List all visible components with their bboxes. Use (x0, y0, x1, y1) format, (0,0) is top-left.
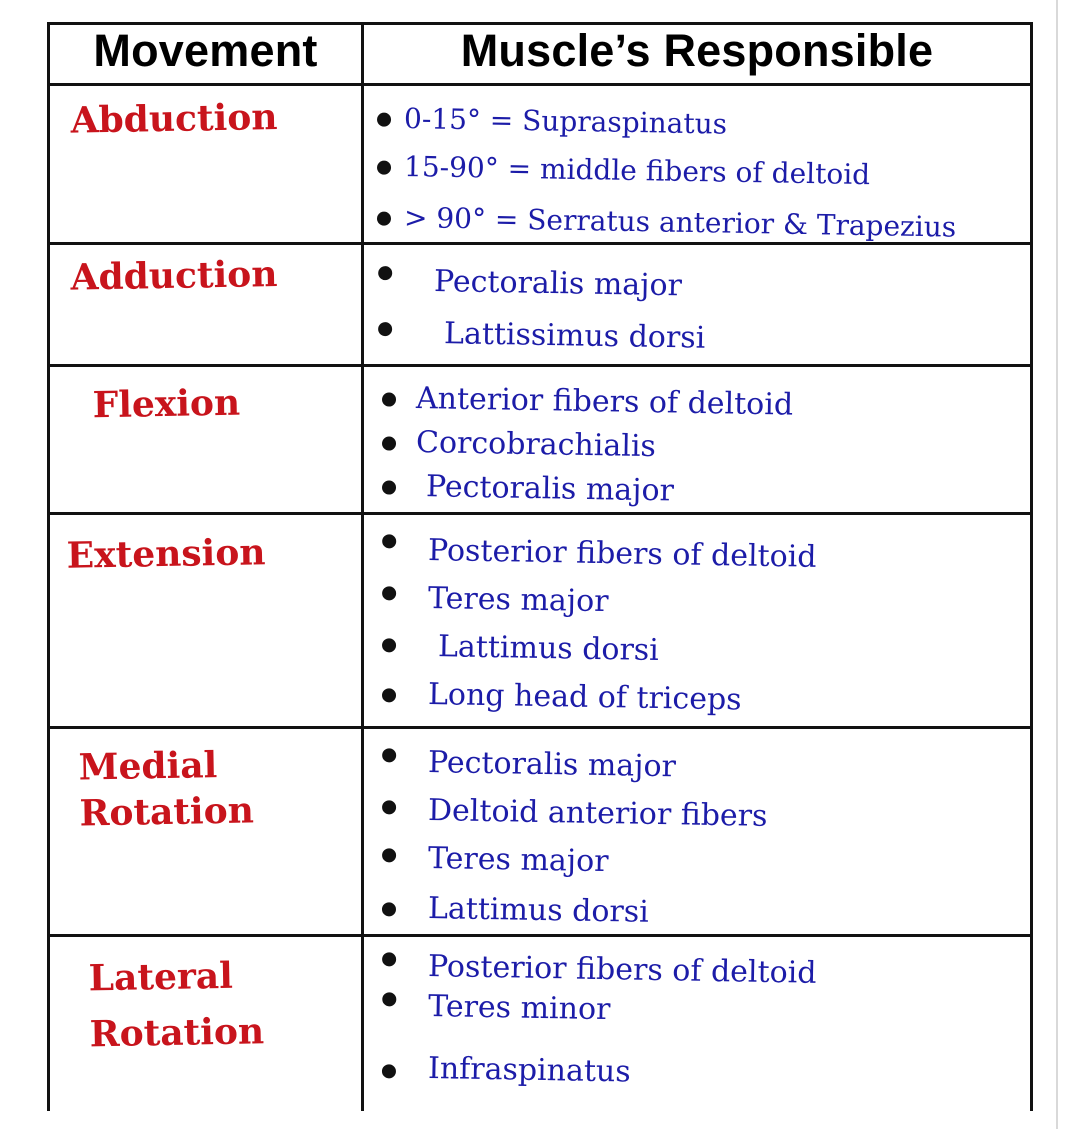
muscle-list (364, 367, 1030, 511)
movement-cell (49, 244, 363, 366)
movement-cell (49, 514, 363, 728)
muscle-text: 15-90° = middle fibers of deltoid (403, 150, 871, 192)
movement-label-line: Medial (78, 744, 218, 789)
muscle-text: Infraspinatus (427, 1051, 631, 1090)
muscle-list (364, 729, 1030, 933)
bullet-dot (382, 436, 396, 450)
muscles-cell (363, 514, 1032, 728)
table-row (49, 244, 1032, 366)
muscles-cell (363, 244, 1032, 366)
muscle-text: Teres major (427, 841, 609, 880)
muscle-text: Posterior fibers of deltoid (427, 533, 817, 575)
bullet-dot (377, 161, 391, 175)
movement-label-line: Abduction (70, 96, 278, 142)
bullet-dot (382, 392, 396, 406)
muscles-cell (363, 85, 1032, 244)
movement-label (50, 510, 362, 579)
scan-edge-divider (1056, 0, 1058, 1129)
table-row (49, 366, 1032, 514)
bullet-dot (377, 113, 391, 127)
movement-cell (49, 728, 363, 936)
table-row (49, 85, 1032, 244)
list-item (428, 989, 1031, 1055)
muscle-text: Lattimus dorsi (427, 891, 650, 930)
bullet-dot (382, 992, 396, 1006)
movement-label-line: Rotation (79, 789, 255, 835)
bullet-dot (377, 212, 391, 226)
muscle-text: Corcobrachialis (415, 425, 657, 465)
movement-column-header: Movement (49, 24, 363, 85)
muscle-text: Anterior fibers of deltoid (415, 381, 794, 423)
movement-cell (49, 936, 363, 1112)
muscles-cell (363, 936, 1032, 1112)
bullet-dot (382, 848, 396, 862)
bullet-dot (382, 902, 396, 916)
muscles-column-header: Muscle’s Responsible (363, 24, 1032, 85)
header-row (49, 24, 1032, 85)
muscle-text: Lattissimus dorsi (443, 316, 706, 356)
table-row (49, 728, 1032, 936)
movement-label (50, 240, 362, 301)
bullet-dot (382, 534, 396, 548)
list-item (428, 673, 1031, 731)
movement-label-line: Adduction (70, 253, 278, 299)
movement-label (50, 362, 362, 429)
movement-label-line: Rotation (89, 1010, 265, 1056)
muscles-cell (363, 366, 1032, 514)
muscle-text: Pectoralis major (427, 745, 677, 785)
muscle-text: Pectoralis major (433, 264, 683, 304)
muscle-text: 0-15° = Supraspinatus (403, 102, 728, 141)
muscle-text: Deltoid anterior fibers (427, 793, 768, 834)
table-row (49, 936, 1032, 1112)
bullet-dot (382, 480, 396, 494)
list-item (428, 1045, 1031, 1103)
bullet-dot (378, 266, 392, 280)
muscle-text: Posterior fibers of deltoid (427, 949, 817, 991)
movement-label (50, 81, 362, 144)
bullet-dot (382, 586, 396, 600)
movement-label (50, 932, 363, 1063)
movement-label-line: Extension (66, 531, 266, 577)
bullet-dot (382, 952, 396, 966)
muscle-text: Teres major (427, 581, 609, 620)
bullet-dot (382, 800, 396, 814)
muscle-list (364, 245, 1030, 363)
movement-label (50, 724, 363, 837)
movement-label-line: Lateral (88, 954, 234, 1000)
movement-label-line: Flexion (92, 381, 241, 427)
movement-cell (49, 366, 363, 514)
bullet-dot (382, 1064, 396, 1078)
table-row (49, 514, 1032, 728)
bullet-dot (382, 638, 396, 652)
muscle-text: Teres minor (427, 989, 611, 1028)
muscle-text: Long head of triceps (427, 677, 742, 718)
muscle-text: Lattimus dorsi (437, 629, 660, 669)
movement-cell (49, 85, 363, 244)
muscle-text: > 90° = Serratus anterior & Trapezius (403, 201, 957, 244)
muscle-list (364, 937, 1030, 1093)
shoulder-movements-table (47, 22, 1033, 1111)
bullet-dot (382, 688, 396, 702)
muscles-cell (363, 728, 1032, 936)
list-item (434, 311, 1031, 373)
muscle-list (364, 86, 1030, 242)
muscle-list (364, 515, 1030, 721)
muscle-text: Pectoralis major (425, 469, 675, 509)
bullet-dot (378, 322, 392, 336)
bullet-dot (382, 748, 396, 762)
